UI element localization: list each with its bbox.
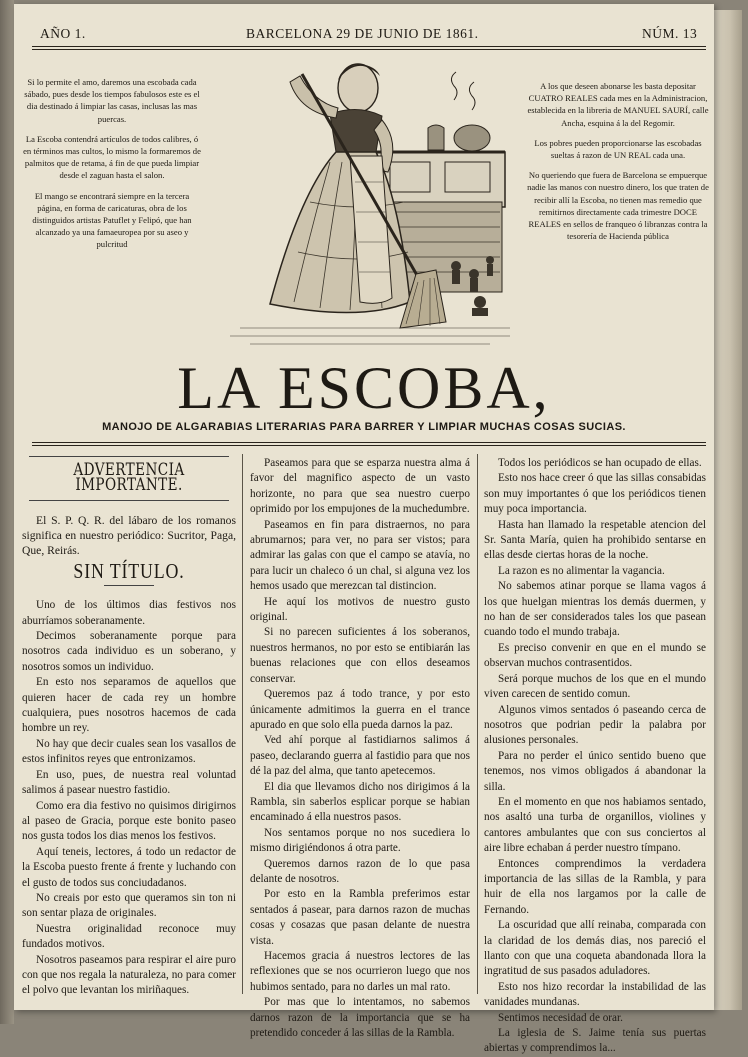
col1-paragraph: No creais por esto que queramos sin ton ni son sentar plaza de originales. xyxy=(22,891,236,920)
col3-paragraph: Esto nos hace creer ó que las sillas consabidas son muy importantes ó que los periódicos tienen muy poca importancia. xyxy=(484,472,706,516)
column-divider xyxy=(242,454,243,994)
col2-paragraph: El dia que llevamos dicho nos dirigimos á la Rambla, sin saberlos esplicar porque se habian encaminado á ella nuestros pasos. xyxy=(250,780,470,824)
right-notice-p3: No queriendo que fuera de Barcelona se empuerque nadie las manos con nuestro dinero, los que traten de recibir allí la Escoba, no tienen mas remedio que remitirnos directamente cada trimestre DOCE REALES en sellos de franqueo ó libranzas contra la tesorería de Hacienda pública xyxy=(527,170,709,242)
col3-paragraph: Hasta han llamado la respetable atencion del Sr. Santa María, quien ha prohibido sentarse en ellas desde ciertas horas de la noche. xyxy=(484,518,706,562)
col2-paragraph: Queremos paz á todo trance, y por esto únicamente admitimos la guerra en el trance apurado en que solo ella pueda darnos la paz. xyxy=(250,688,470,731)
scan-left-edge xyxy=(0,0,14,1024)
col3-paragraph: La razon es no alimentar la vagancia. xyxy=(498,564,665,577)
issue-year: AÑO 1. xyxy=(40,26,86,41)
col3-paragraph: Entonces comprendimos la verdadera importancia de las sillas de la Rambla, y para huir de ella nos largamos por la calle de Fernando. xyxy=(484,857,706,916)
col3-paragraph: La oscuridad que allí reinaba, comparada con la claridad de los demás dias, nos pareció el llanto con que una coqueta abandonada llora la ingratitud de sus pasados aduladores. xyxy=(484,919,706,978)
col3-paragraph: Es preciso convenir en que en el mundo se observan muchos contrasentidos. xyxy=(484,641,706,670)
col2-paragraph: Si no parecen suficientes á los soberanos, nuestros hermanos, no por esto se entibiarán las buenas relaciones que con ellos deseamos conservar. xyxy=(250,626,470,685)
spqr-note: El S. P. Q. R. del lábaro de los romanos significa en nuestro periódico: Sucritor, Paga, Que, Reirás. xyxy=(22,513,236,557)
col1-paragraph: Nosotros paseamos para respirar el aire puro con que nos regala la naturaleza, no para comer el polvo que levantan los miriñaques. xyxy=(22,953,236,997)
col1-paragraph: En uso, pues, de nuestra real voluntad salimos á pasear nuestro fastidio. xyxy=(22,768,236,797)
place-date: BARCELONA 29 DE JUNIO DE 1861. xyxy=(246,26,479,41)
col3-paragraph: Sentimos necesidad de orar. xyxy=(498,1011,623,1024)
column-3 xyxy=(484,456,706,1057)
left-notice-p1: Si lo permite el amo, daremos una escobada cada sábado, pues desde los tiempos fabulosos este es el dia destinado á limpiar las casas, inclusas las mas puercas. xyxy=(24,77,200,124)
col1-paragraph: Decimos soberanamente porque para nosotros cada individuo es un soberano, y nosotros somos un individuo. xyxy=(22,630,236,673)
advertencia-heading: ADVERTENCIA IMPORTANTE. xyxy=(73,460,185,496)
header-rule-2 xyxy=(32,49,706,50)
col3-paragraph: Será porque muchos de los que en el mundo viven carecen de sentido comun. xyxy=(484,672,706,701)
col1-paragraph: En esto nos separamos de aquellos que quieren hacer de cada rey un hombre cualquiera, pues nosotros hacemos de cada hombre un rey. xyxy=(22,676,236,735)
col2-paragraph: Nos sentamos porque no nos sucediera lo mismo dirigiéndonos á otra parte. xyxy=(250,826,470,855)
right-notice-p1: A los que deseen abonarse les basta depositar CUATRO REALES cada mes en la Administracion, establecida en la libreria de MANUEL SAURÍ, calle Ancha, esquina á la del Regomir. xyxy=(527,81,709,128)
left-notice-p2: La Escoba contendrá artículos de todos calibres, ó en términos mas cultos, lo mismo la formaremos de palmitos que de retama, á fin de que pueda limpiar desde el zaguan hasta el salon. xyxy=(23,133,201,181)
col2-paragraph: Paseamos para que se esparza nuestra alma á favor del magnifico aspecto de un vasto horizonte, no para que sea nuestro cuerpo oprimido por los empujones de la muchedumbre. xyxy=(250,457,470,516)
column-1 xyxy=(22,456,236,999)
masthead-title: LA ESCOBA, xyxy=(177,355,551,421)
newspaper-page xyxy=(14,4,714,1055)
col1-paragraph: Como era dia festivo no quisimos dirigirnos al paseo de Gracia, porque este bonito paseo nos gusta todos los dias menos los festivos. xyxy=(22,799,236,843)
col1-paragraph: No hay que decir cuales sean los vasallos de estos infinitos reyes que entronizamos. xyxy=(22,737,236,766)
col1-paragraph: Nuestra originalidad reconoce muy fundados motivos. xyxy=(22,922,236,951)
left-notice-p3: El mango se encontrará siempre en la tercera página, en forma de caricaturas, obra de los distinguidos artistas Patuflet y Felipó, que han alcanzado ya una famaeuropea por su aseo y pulcritud xyxy=(32,190,192,250)
col2-paragraph: Por esto en la Rambla preferimos estar sentados á pasear, para darnos razon de muchas cosas y cosazas que pasan delante de nuestra vista. xyxy=(250,888,470,947)
col3-paragraph: Algunos vimos sentados ó paseando cerca de nosotros que podrian pedir la palabra por alusiones personales. xyxy=(484,703,706,747)
heading-rule-top xyxy=(29,456,229,457)
col3-paragraph: No sabemos atinar porque se llama vagos á los que huelgan mientras los demás duermen, y no han de ser considerados tales los que pasean cuando todo el mundo trabaja. xyxy=(484,580,706,639)
col3-paragraph: La iglesia de S. Jaime tenía sus puertas abiertas y comprendimos la... xyxy=(484,1027,706,1055)
col1-paragraph: Uno de los últimos dias festivos nos aburríamos soberanamente. xyxy=(22,599,236,627)
col3-paragraph: Todos los periódicos se han ocupado de ellas. xyxy=(498,457,702,469)
masthead-rule xyxy=(32,442,706,443)
right-notice-p2: Los pobres pueden proporcionarse las escobadas sueltas á razon de UN REAL cada una. xyxy=(534,137,702,161)
scan-page-stack-edge xyxy=(712,10,742,1010)
col3-paragraph: En el momento en que nos habiamos sentado, nos asaltó una turba de organillos, violines y cantores ambulantes que con sus conciertos al aire libre echaban á perder nuestro tímpano. xyxy=(484,795,706,855)
right-notice xyxy=(526,80,710,250)
col2-paragraph: He aquí los motivos de nuestro gusto original. xyxy=(250,595,470,624)
left-notice xyxy=(22,76,202,259)
subheading-rule xyxy=(104,585,154,586)
col1-paragraph: Aquí teneis, lectores, á todo un redactor de la Escoba puesto frente á frente y luchando con el gusto de todos sus conciudadanos. xyxy=(22,845,236,889)
col2-paragraph: Queremos darnos razon de lo que pasa delante de nosotros. xyxy=(250,857,470,885)
heading-rule-bottom xyxy=(29,500,229,501)
col3-paragraph: Esto nos hizo recordar la instabilidad de las vanidades mundanas. xyxy=(484,980,706,1009)
col2-paragraph: Por mas que lo intentamos, no sabemos darnos razon de la importancia que se ha pretendido conceder á las sillas de la Rambla. xyxy=(250,996,470,1040)
col2-paragraph: Ved ahí porque al fastidiarnos salimos á paseo, declarando guerra al fastidio para que nos dé la paz del alma, que tanto apetecemos. xyxy=(250,734,470,778)
woman-sweeping-illustration xyxy=(210,52,530,352)
sin-titulo-heading: SIN TÍTULO. xyxy=(73,558,185,583)
column-divider xyxy=(477,454,478,994)
header-rule xyxy=(32,46,706,47)
issue-number: NÚM. 13 xyxy=(642,26,698,41)
column-2 xyxy=(250,456,470,1041)
masthead-subtitle: MANOJO DE ALGARABIAS LITERARIAS PARA BARRER Y LIMPIAR MUCHAS COSAS SUCIAS. xyxy=(102,421,626,433)
col3-paragraph: Para no perder el único sentido bueno que tenemos, nos vimos obligados á abandonar la silla. xyxy=(484,749,706,793)
col2-paragraph: Paseamos en fin para distraernos, no para abrumarnos; para ver, no para ser vistos; para admirar las galas con que el campo se atavía, no para lucir un chaleco ó un chal, si alguna vez los hemos usado que merezcan tal distincion. xyxy=(250,518,470,593)
masthead-rule-2 xyxy=(32,445,706,446)
col2-paragraph: Hacemos gracia á nuestros lectores de las reflexiones que se nos ocurrieron luego que nos hubimos sentado, para no darles un mal rato. xyxy=(250,950,470,993)
